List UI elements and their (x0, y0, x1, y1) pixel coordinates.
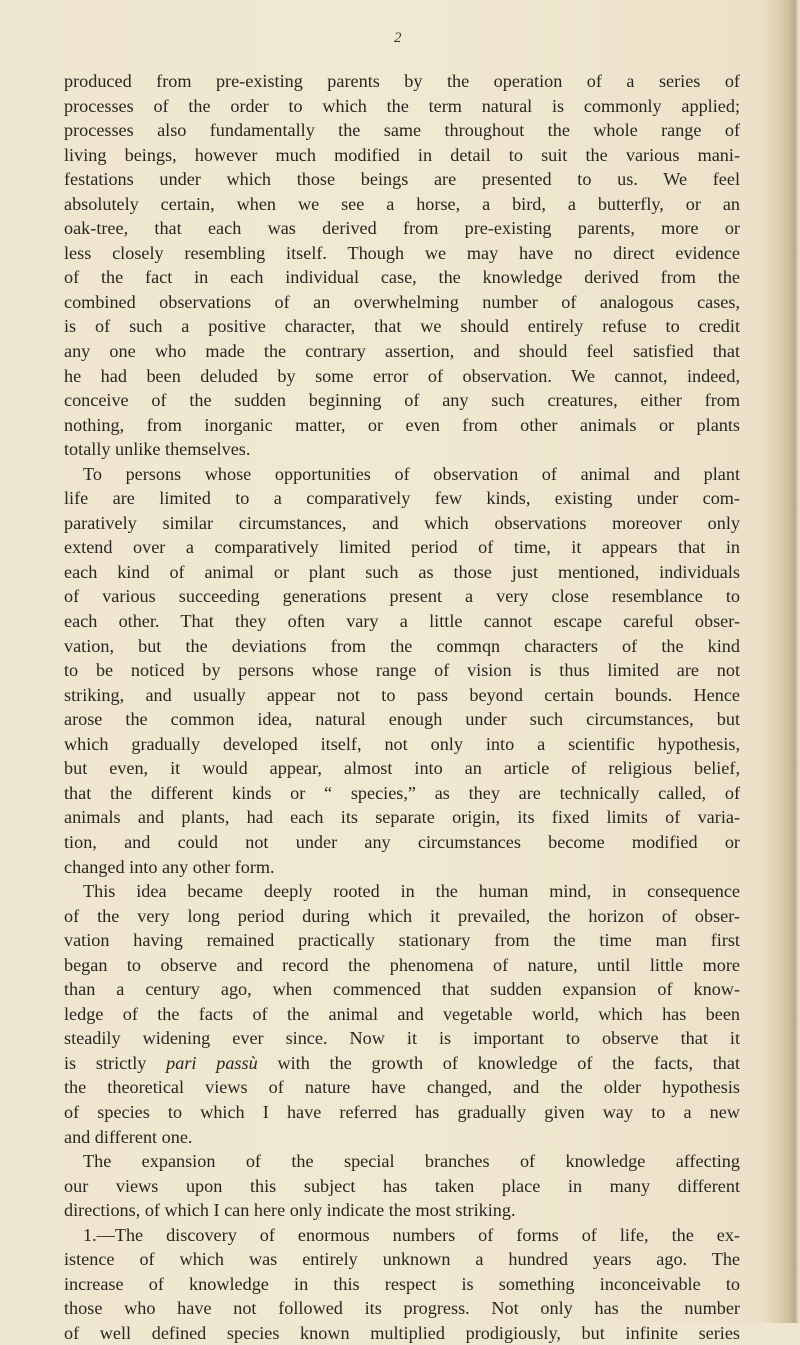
body-text (64, 69, 740, 1345)
text-line: istence of which was entirely unknown a hundred years ago. The (64, 1249, 740, 1270)
text-line: to be noticed by persons whose range of vision is thus limited are not (64, 660, 740, 681)
text-line: The expansion of the special branches of knowledge affecting (83, 1151, 740, 1172)
text-line: increase of knowledge in this respect is something inconceivable to (64, 1273, 740, 1294)
text-line: arose the common idea, natural enough under such circumstances, but (64, 709, 740, 730)
text-line: oak-tree, that each was derived from pre-existing parents, more or (64, 218, 740, 239)
text-line: those who have not followed its progress. Not only has the number (64, 1298, 740, 1319)
text-line: processes also fundamentally the same throughout the whole range of (64, 120, 740, 141)
text-line: vation, but the deviations from the commqn characters of the kind (64, 635, 740, 656)
text-line (64, 1051, 740, 1076)
text-line: is of such a positive character, that we should entirely refuse to credit (64, 316, 740, 337)
text-line: To persons whose opportunities of observation of animal and plant (83, 463, 740, 484)
text-line: of the fact in each individual case, the knowledge derived from the (64, 267, 740, 288)
text-line: that the different kinds or “ species,” as they are technically called, of (64, 782, 740, 803)
page-edge-shadow (782, 0, 800, 1323)
text-line: began to observe and record the phenomena of nature, until little more (64, 954, 740, 975)
text-line: totally unlike themselves. (64, 439, 251, 460)
text-line: and different one. (64, 1126, 193, 1147)
text-line: of the very long period during which it prevailed, the horizon of obser- (64, 905, 740, 926)
text-line: but even, it would appear, almost into an article of religious belief, (64, 758, 740, 779)
text-line: striking, and usually appear not to pass beyond certain bounds. Hence (64, 684, 740, 705)
text-line: absolutely certain, when we see a horse, a bird, a butterfly, or an (64, 193, 740, 214)
page-number: 2 (394, 30, 402, 46)
text-line: animals and plants, had each its separate origin, its fixed limits of varia- (64, 807, 740, 828)
text-line: any one who made the contrary assertion, and should feel satisfied that (64, 341, 740, 362)
text-line: changed into any other form. (64, 856, 275, 877)
text-line: tion, and could not under any circumstances become modified or (64, 831, 740, 852)
text-line: which gradually developed itself, not only into a scientific hypothesis, (64, 733, 740, 754)
text-line: directions, of which I can here only indicate the most striking. (64, 1200, 516, 1221)
text-line: conceive of the sudden beginning of any such creatures, either from (64, 390, 740, 411)
text-line: each kind of animal or plant such as those just mentioned, individuals (64, 561, 740, 582)
text-line: nothing, from inorganic matter, or even from other animals or plants (64, 414, 740, 435)
text-line: paratively similar circumstances, and which observations moreover only (64, 512, 740, 533)
text-run: with the growth of knowledge of the facts, that (277, 1052, 741, 1073)
text-run: is strictly (64, 1052, 147, 1073)
text-line: combined observations of an overwhelming number of analogous cases, (64, 291, 740, 312)
text-line: of various succeeding generations present a very close resemblance to (64, 586, 740, 607)
text-line: ledge of the facts of the animal and vegetable world, which has been (64, 1003, 740, 1024)
text-line: less closely resembling itself. Though we may have no direct evidence (64, 242, 740, 263)
text-line: vation having remained practically stationary from the time man first (64, 930, 740, 951)
text-line: than a century ago, when commenced that sudden expansion of know- (64, 979, 740, 1000)
text-line: This idea became deeply rooted in the human mind, in consequence (83, 881, 740, 902)
text-line: living beings, however much modified in detail to suit the various mani- (64, 144, 740, 165)
text-line: steadily widening ever since. Now it is important to observe that it (64, 1028, 740, 1049)
text-line: he had been deluded by some error of observation. We cannot, indeed, (64, 365, 740, 386)
text-line: extend over a comparatively limited period of time, it appears that in (64, 537, 740, 558)
text-line: festations under which those beings are presented to us. We feel (64, 169, 740, 190)
text-line: each other. That they often vary a little cannot escape careful obser- (64, 611, 740, 632)
text-line: produced from pre-existing parents by the operation of a series of (64, 71, 740, 91)
text-line: our views upon this subject has taken place in many different (64, 1175, 740, 1196)
text-line: of well defined species known multiplied prodigiously, but infinite series (64, 1322, 740, 1343)
text-line: life are limited to a comparatively few kinds, existing under com- (64, 488, 740, 509)
text-line: the theoretical views of nature have changed, and the older hypothesis (64, 1077, 740, 1098)
text-line: 1.—The discovery of enormous numbers of forms of life, the ex- (83, 1224, 740, 1245)
italic-phrase: pari passù (166, 1052, 258, 1073)
text-line: of species to which I have referred has gradually given way to a new (64, 1101, 740, 1122)
text-line: processes of the order to which the term natural is commonly applied; (64, 95, 740, 116)
